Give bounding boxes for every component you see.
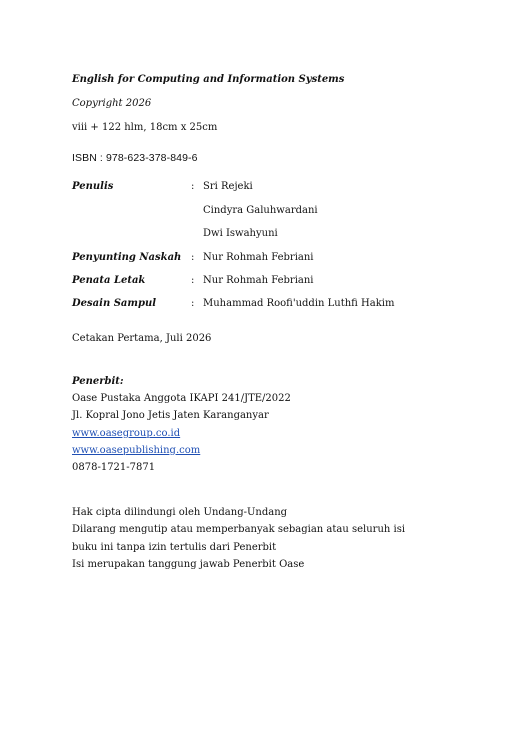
penyunting-colon: : xyxy=(191,252,195,263)
publisher-website-1 xyxy=(72,427,180,440)
edition-text: Cetakan Pertama, Juli 2026 xyxy=(72,333,212,344)
book-title: English for Computing and Information Systems xyxy=(72,74,345,85)
publisher-address: Jl. Kopral Jono Jetis Jaten Karanganyar xyxy=(72,410,269,421)
isbn-text: ISBN : 978-623-378-849-6 xyxy=(72,152,198,164)
rights-line-3: buku ini tanpa izin tertulis dari Penerbit xyxy=(72,542,277,553)
rights-line-1: Hak cipta dilindungi oleh Undang-Undang xyxy=(72,507,288,518)
penulis-name-3: Dwi Iswahyuni xyxy=(203,228,278,239)
publisher-website-2 xyxy=(72,444,200,457)
penata-colon: : xyxy=(191,275,195,286)
penulis-label: Penulis xyxy=(72,181,114,192)
penyunting-name: Nur Rohmah Febriani xyxy=(203,252,314,263)
copyright-text: Copyright 2026 xyxy=(72,98,152,109)
desain-name: Muhammad Roofi'uddin Luthfi Hakim xyxy=(203,298,395,309)
penata-label: Penata Letak xyxy=(72,275,146,286)
publisher-label: Penerbit: xyxy=(72,376,124,387)
penyunting-label: Penyunting Naskah xyxy=(72,252,182,263)
publisher-phone: 0878-1721-7871 xyxy=(72,462,156,473)
page-count-size: viii + 122 hlm, 18cm x 25cm xyxy=(72,122,218,133)
penulis-name-2: Cindyra Galuhwardani xyxy=(203,205,318,216)
publisher-name: Oase Pustaka Anggota IKAPI 241/JTE/2022 xyxy=(72,393,291,404)
rights-line-2: Dilarang mengutip atau memperbanyak sebagian atau seluruh isi xyxy=(72,524,406,535)
penata-name: Nur Rohmah Febriani xyxy=(203,275,314,286)
penulis-name-1: Sri Rejeki xyxy=(203,181,253,192)
desain-label: Desain Sampul xyxy=(72,298,157,309)
desain-colon: : xyxy=(191,298,195,309)
penulis-colon: : xyxy=(191,181,195,192)
rights-line-4: Isi merupakan tanggung jawab Penerbit Oase xyxy=(72,559,305,570)
website-link-1[interactable]: www.oasegroup.co.id xyxy=(72,428,181,439)
website-link-2[interactable]: www.oasepublishing.com xyxy=(72,445,201,456)
